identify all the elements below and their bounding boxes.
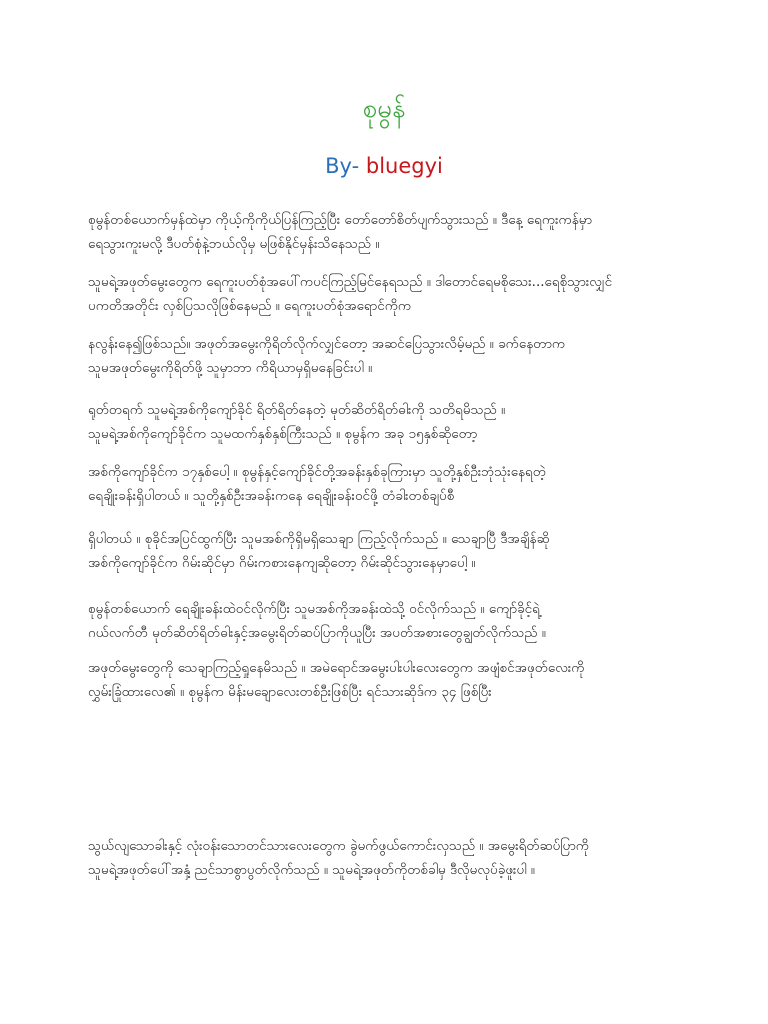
paragraph xyxy=(88,460,688,508)
paragraph-line: သူမရဲ့အဖုတ်ပေါ်အနှံ့ ညင်သာစွာပွတ်လိုက်သည် ။ သူမရဲ့အဖုတ်ကိုတစ်ခါမှ ဒီလိုမလုပ်ခဲ့ဖူးပါ ။ xyxy=(88,862,535,878)
paragraph-line: ရေသွားကူးမလို့ ဒီပတ်စုံနဲ့ဘယ်လိုမှ မဖြစ်နိုင်မှန်းသိနေသည် ။ xyxy=(88,236,380,252)
paragraph-line: အစ်ကိုကျော်ခိုင်က ဂိမ်းဆိုင်မှာ ဂိမ်းကစားနေကျဆိုတော့ ဂိမ်းဆိုင်သွားနေမှာပေါ့ ။ xyxy=(88,555,476,571)
document-title: စုမွန် xyxy=(362,94,406,124)
paragraph xyxy=(88,597,688,645)
paragraph-line: သူမအဖုတ်မွေးကိုရိတ်ဖို့ သူမှာဘာ ကိရိယာမှရှိမနေခြင်းပါ ။ xyxy=(88,360,373,376)
paragraph-line: စုမွန်တစ်ယောက်မှန်ထဲမှာ ကိုယ့်ကိုကိုယ်ပြန်ကြည့်ပြီး တော်တော်စိတ်ပျက်သွားသည် ။ ဒီနေ့ ရေကူးကန်မှာ xyxy=(88,212,593,228)
byline xyxy=(0,152,768,180)
paragraph-line: အစ်ကိုကျော်ခိုင်က ၁၇နှစ်ပေါ့ ။ စုမွန်နှင့်ကျော်ခိုင်တို့အခန်းနှစ်ခုကြားမှာ သူတို့နှစ်ဦးဘုံသုံးနေရတဲ့ xyxy=(88,464,546,480)
paragraph xyxy=(88,834,688,882)
paragraph xyxy=(88,656,688,704)
byline-prefix: By- xyxy=(325,154,366,178)
paragraph-line: စုမွန်တစ်ယောက် ရေချိုးခန်းထဲဝင်လိုက်ပြီး သူမအစ်ကိုအခန်းထဲသို့ ဝင်လိုက်သည် ။ ကျော်ခိုင့်ရဲ့ xyxy=(88,601,540,617)
paragraph-line: ရုတ်တရက် သူမရဲ့အစ်ကိုကျော်ခိုင် ရိတ်ရိတ်နေတဲ့ မုတ်ဆိတ်ရိတ်ဓါးကို သတိရမိသည် ။ xyxy=(88,402,506,418)
paragraph-line: လွှမ်းခြုံထားလေ၏ ။ စုမွန်က မိန်းမချောလေးတစ်ဦးဖြစ်ပြီး ရင်သားဆိုဒ်က ၃၄ ဖြစ်ပြီး xyxy=(88,684,492,700)
paragraph xyxy=(88,527,688,575)
paragraph-line: ဂယ်လက်တီ မုတ်ဆိတ်ရိတ်ဓါးနှင့်အမွေးရိတ်ဆပ်ပြာကိုယူပြီး အပတ်အစားတွေချွတ်လိုက်သည် ။ xyxy=(88,625,546,641)
paragraph-line: ပကတိအတိုင်း လှစ်ပြသလိုဖြစ်နေမည် ။ ရေကူးပတ်စုံအရောင်ကိုက xyxy=(88,298,412,314)
paragraph-line: သူမရဲ့အဖုတ်မွေးတွေက ရေကူးပတ်စုံအပေါ်ကပင်ကြည့်မြင်နေရသည် ။ ဒါတောင်ရေမစိုသေး...ရေစိုသွားလျှင် xyxy=(88,274,613,290)
paragraph xyxy=(88,332,688,380)
paragraph-line: ရေချိုးခန်းရှိပါတယ် ။ သူတို့နှစ်ဦးအခန်းကနေ ရေချိုးခန်းဝင်ဖို့ တံခါးတစ်ချပ်စီ xyxy=(88,488,455,504)
paragraph-line: ရှိပါတယ် ။ စုခိုင်အပြင်ထွက်ပြီး သူမအစ်ကိုရှိမရှိသေချာ ကြည့်လိုက်သည် ။ သေချာပြီ ဒီအချိန်ဆို xyxy=(88,531,550,547)
paragraph xyxy=(88,270,688,318)
paragraph-line: သူမရဲ့အစ်ကိုကျော်ခိုင်က သူမထက်နှစ်နှစ်ကြီးသည် ။ စုမွန်က အခု ၁၅နှစ်ဆိုတော့ xyxy=(88,426,478,442)
paragraph xyxy=(88,398,688,446)
paragraph-line: သွယ်လျသောခါးနှင့် လုံးဝန်းသောတင်သားလေးတွေက ခွဲမက်ဖွယ်ကောင်းလှသည် ။ အမွေးရိတ်ဆပ်ပြာကို xyxy=(88,838,590,854)
paragraph-line: အဖုတ်မွေးတွေကို သေချာကြည့်ရှုနေမိသည် ။ အမဲရောင်အမွေးပါးပါးလေးတွေက အဖျံစင်အဖုတ်လေးကို xyxy=(88,660,585,676)
byline-author: bluegyi xyxy=(365,154,443,178)
paragraph-line: နလွန်းနေ၍ဖြစ်သည်။ အဖုတ်အမွေးကိုရိတ်လိုက်လျှင်တော့ အဆင်ပြေသွားလိမ့်မည် ။ ခက်နေတာက xyxy=(88,336,566,352)
paragraph xyxy=(88,208,688,256)
